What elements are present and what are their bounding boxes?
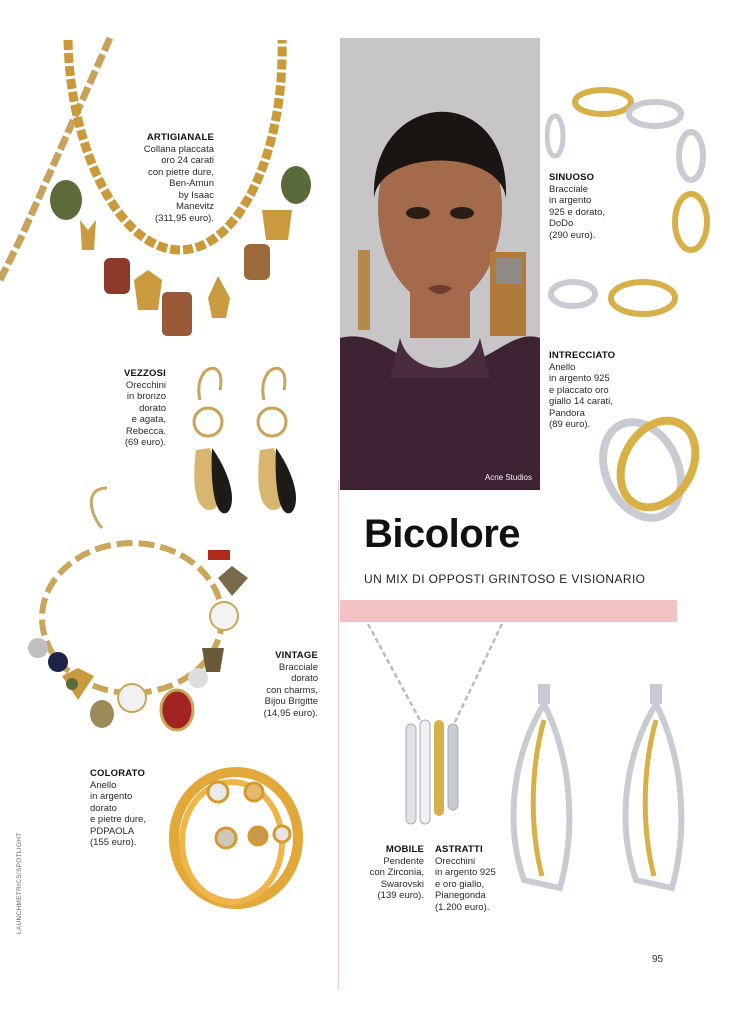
caption-line: (139 euro). <box>377 890 424 901</box>
caption-line: dorato <box>139 402 166 414</box>
artigianale-title: ARTIGIANALE <box>146 132 214 143</box>
caption-line: Orecchini <box>125 379 166 391</box>
model-photo <box>340 38 540 490</box>
caption-line: e oro giallo, <box>435 878 485 890</box>
vezzosi-title: VEZZOSI <box>123 368 166 379</box>
page-title <box>364 512 520 557</box>
vezzosi-caption <box>110 368 166 449</box>
charm-bracelet-image <box>22 478 254 738</box>
caption-line: Pandora <box>549 407 585 419</box>
caption-line: DoDo <box>549 218 574 229</box>
caption-line: Rebecca. <box>125 425 166 437</box>
caption-line: in argento 925 <box>549 373 610 384</box>
photo-credit-text: Acne Studios <box>484 473 532 482</box>
colorato-caption <box>90 768 160 849</box>
caption-line: Bijou Brigitte <box>264 696 318 707</box>
column-divider <box>338 480 339 990</box>
intrecciato-title: INTRECCIATO <box>549 350 616 361</box>
caption-line: in argento <box>549 195 592 206</box>
sinuoso-title: SINUOSO <box>549 172 595 183</box>
page-number <box>652 954 663 965</box>
caption-line: (1.200 euro). <box>435 901 490 913</box>
caption-line: Pianegonda <box>435 890 486 901</box>
caption-line: (69 euro). <box>124 437 166 448</box>
caption-line: Orecchini <box>435 855 476 867</box>
headline-text: Bicolore <box>364 512 521 556</box>
accent-bar <box>340 600 677 622</box>
caption-line: Pendente <box>383 855 424 867</box>
caption-line: dorato <box>90 802 117 814</box>
caption-line: in argento <box>90 791 133 802</box>
sinuoso-caption <box>549 172 619 241</box>
caption-line: e agata, <box>131 414 166 425</box>
photo-credit <box>485 473 532 482</box>
caption-line: Collana placcata <box>143 143 214 155</box>
caption-line: Anello <box>549 361 576 373</box>
caption-line: e pietre dure, <box>90 814 146 825</box>
caption-line: (290 euro). <box>549 229 596 241</box>
caption-line: Bracciale <box>278 661 318 673</box>
caption-line: (311,95 euro). <box>155 212 214 224</box>
caption-line: con pietre dure, <box>147 166 214 178</box>
caption-line: 925 e dorato, <box>549 206 605 218</box>
caption-line: con charms, <box>266 684 318 696</box>
twisted-ring-image <box>596 400 708 530</box>
subheadline <box>364 572 645 586</box>
mobile-caption <box>362 844 424 902</box>
caption-line: (89 euro). <box>549 419 591 430</box>
astratti-title: ASTRATTI <box>435 844 483 855</box>
artigianale-caption <box>138 132 214 224</box>
side-credit <box>16 794 28 934</box>
caption-line: (14,95 euro). <box>263 707 318 719</box>
caption-line: (155 euro). <box>90 837 137 848</box>
caption-line: PDPAOLA <box>90 825 135 837</box>
astratti-caption <box>435 844 515 913</box>
caption-line: Swarovski <box>380 878 424 890</box>
pendant-necklace-image <box>362 624 512 834</box>
vintage-caption <box>244 650 318 719</box>
caption-line: Anello <box>90 779 117 791</box>
colorato-title: COLORATO <box>90 768 146 779</box>
caption-line: con Zirconia, <box>369 867 424 878</box>
stacked-ring-image <box>156 752 306 922</box>
caption-line: dorato <box>291 673 318 684</box>
caption-line: e placcato oro <box>549 384 609 396</box>
mobile-title: MOBILE <box>385 844 424 855</box>
vintage-title: VINTAGE <box>275 650 318 661</box>
drop-earrings-image <box>500 680 700 930</box>
caption-line: in argento 925 <box>435 867 496 878</box>
subheadline-text: UN MIX DI OPPOSTI GRINTOSO E VISIONARIO <box>364 572 646 586</box>
side-credit-text: LAUNCHMETRICS/SPOTLIGHT <box>16 832 23 934</box>
page-number-text: 95 <box>652 954 664 965</box>
caption-line: oro 24 carati <box>161 155 214 166</box>
caption-line: Bracciale <box>549 183 589 195</box>
caption-line: by Isaac Manevitz <box>175 189 214 212</box>
caption-line: Ben-Amun <box>169 178 214 189</box>
caption-line: in bronzo <box>126 391 166 402</box>
caption-line: giallo 14 carati, <box>549 396 613 407</box>
